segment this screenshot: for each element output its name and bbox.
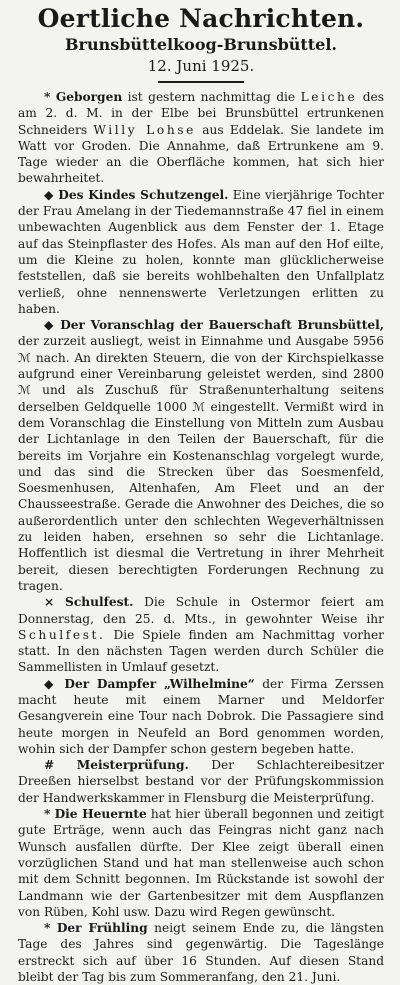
- article-headline: Der Dampfer „Wilhelmine“: [64, 676, 255, 691]
- article-text: Die Schule in Ostermor feiert am Donnerstag, den 25. d. Mts., in gewohnter Weise ihr: [18, 595, 384, 626]
- article-text: neigt seinem Ende zu, die längsten Tage des Jahres sind gegenwärtig. Die Tageslänge erstreckt sich auf über 16 Stunden. Auf diesen Stand bleibt der Tag bis zum Sommeranfang, den 21. Juni.: [18, 921, 385, 985]
- section-title: Oertliche Nachrichten.: [37, 4, 365, 33]
- article-text: der Firma Zerssen macht heute mit einem Marner und Meldorfer Gesangverein eine Tour nach Dobrok. Die Passagiere sind heute morgen in Neufeld an Bord genommen worden, wohin sich der Dampfer schon gestern begeben hatte.: [18, 676, 385, 756]
- section-header: [18, 4, 384, 83]
- article-schutzengel: [18, 187, 384, 317]
- article-headline: Des Kindes Schutzengel.: [58, 187, 229, 202]
- article-headline: Schulfest.: [65, 595, 134, 610]
- article-geborgen: [18, 89, 384, 187]
- article-fruehling: [18, 920, 384, 985]
- article-text: Die Spiele finden am Nachmittag vorher statt. In den nächsten Tagen werden durch Schüler die Sammellisten in Umlauf gesetzt.: [18, 627, 384, 675]
- article-headline: Der Voranschlag der Bauerschaft Brunsbüttel,: [60, 318, 385, 333]
- article-schulfest: [18, 594, 384, 675]
- asterisk-marker: *: [44, 921, 51, 936]
- issue-date: 12. Juni 1925.: [147, 57, 255, 75]
- article-meisterpruefung: [18, 757, 384, 806]
- article-headline: Meisterprüfung.: [76, 758, 189, 773]
- article-voranschlag: [18, 317, 384, 594]
- spaced-emphasis: Schulfest.: [18, 627, 106, 642]
- article-text: Der Schlachtereibesitzer Dreeßen hierselbst bestand vor der Prüfungskommission der Handwerkskammer in Flensburg die Meisterprüfung.: [18, 758, 384, 805]
- article-dampfer: [18, 676, 384, 757]
- article-text: der zurzeit ausliegt, weist in Einnahme und Ausgabe 5956 ℳ nach. An direkten Steuern, die von der Kirchspielkasse aufgrund einer Vereinbarung geleistet werden, sind 2800 ℳ und als Zuschuß für Straßenunterhaltung seitens derselben Geldquelle 1000 ℳ eingestellt. Vermißt wird in dem Voranschlag die Einstellung von Mitteln zum Ausbau der Lichtanlage in den Teilen der Bauerschaft, für die bereits im Vorjahre ein Kostenanschlag vorgelegt wurde, und das sind die Strecken über das Soesmenfeld, Soesmenhusen, Altenhafen, Am Fleet und an der Chausseestraße. Gerade die Anwohner des Deiches, die so außerordentlich unter den schlechten Wegeverhältnissen zu leiden haben, ersehnen so sehr die Lichtanlage. Hoffentlich ist diesmal die Vertretung in ihrer Mehrheit bereit, diesen berechtigten Forderungen Rechnung zu tragen.: [18, 334, 384, 593]
- article-text: hat hier überall begonnen und zeitigt gute Erträge, wenn auch das Feingras nicht ganz nach Wunsch ausfallen dürfte. Der Klee zeigt überall einen vorzüglichen Stand und hat man stellenweise auch schon mit dem Schnitt begonnen. Im Rückstande ist sowohl der Landmann wie der Gartenbesitzer mit dem Auspflanzen von Rüben, Kohl usw. Dazu wird Regen gewünscht.: [18, 807, 385, 919]
- article-text: ist gestern nachmittag die: [122, 90, 301, 104]
- spaced-emphasis: Willy Lohse: [93, 122, 196, 137]
- article-headline: Der Frühling: [56, 921, 148, 936]
- diamond-marker: ◆: [44, 318, 55, 333]
- spaced-emphasis: Leiche: [300, 90, 358, 104]
- section-subtitle: Brunsbüttelkoog-Brunsbüttel.: [65, 35, 337, 54]
- hash-marker: #: [44, 758, 55, 773]
- article-text: Eine vierjährige Tochter der Frau Amelang in der Tiedemannstraße 47 fiel in einem unbewachten Augenblick aus dem Fenster der 1. Etage auf das Steinpflaster des Hofes. Als man auf den Hof eilte, um die Kleine zu holen, konnte man glücklicherweise feststellen, daß sie bereits wohlbehalten den Unfallplatz verließ, ohne nennenswerte Verletzungen erlitten zu haben.: [18, 187, 384, 316]
- article-text: des am 2. d. M. in der Elbe bei Brunsbüttel ertrunkenen Schneiders: [18, 90, 384, 137]
- article-heuernte: [18, 806, 384, 920]
- diamond-marker: ◆: [44, 187, 54, 202]
- diamond-marker: ◆: [44, 676, 57, 691]
- header-rule: [158, 81, 244, 83]
- article-headline: Die Heuernte: [54, 807, 147, 822]
- article-headline: Geborgen: [55, 90, 123, 104]
- article-text: aus Eddelak. Sie landete im Watt vor Groden. Die Annahme, daß Ertrunkene am 9. Tage wieder an die Oberfläche kommen, hat sich hier bewahrheitet.: [18, 122, 384, 186]
- asterisk-marker: *: [44, 90, 51, 104]
- asterisk-marker: *: [44, 807, 51, 822]
- cross-marker: ×: [44, 595, 55, 610]
- article-list: [18, 89, 384, 985]
